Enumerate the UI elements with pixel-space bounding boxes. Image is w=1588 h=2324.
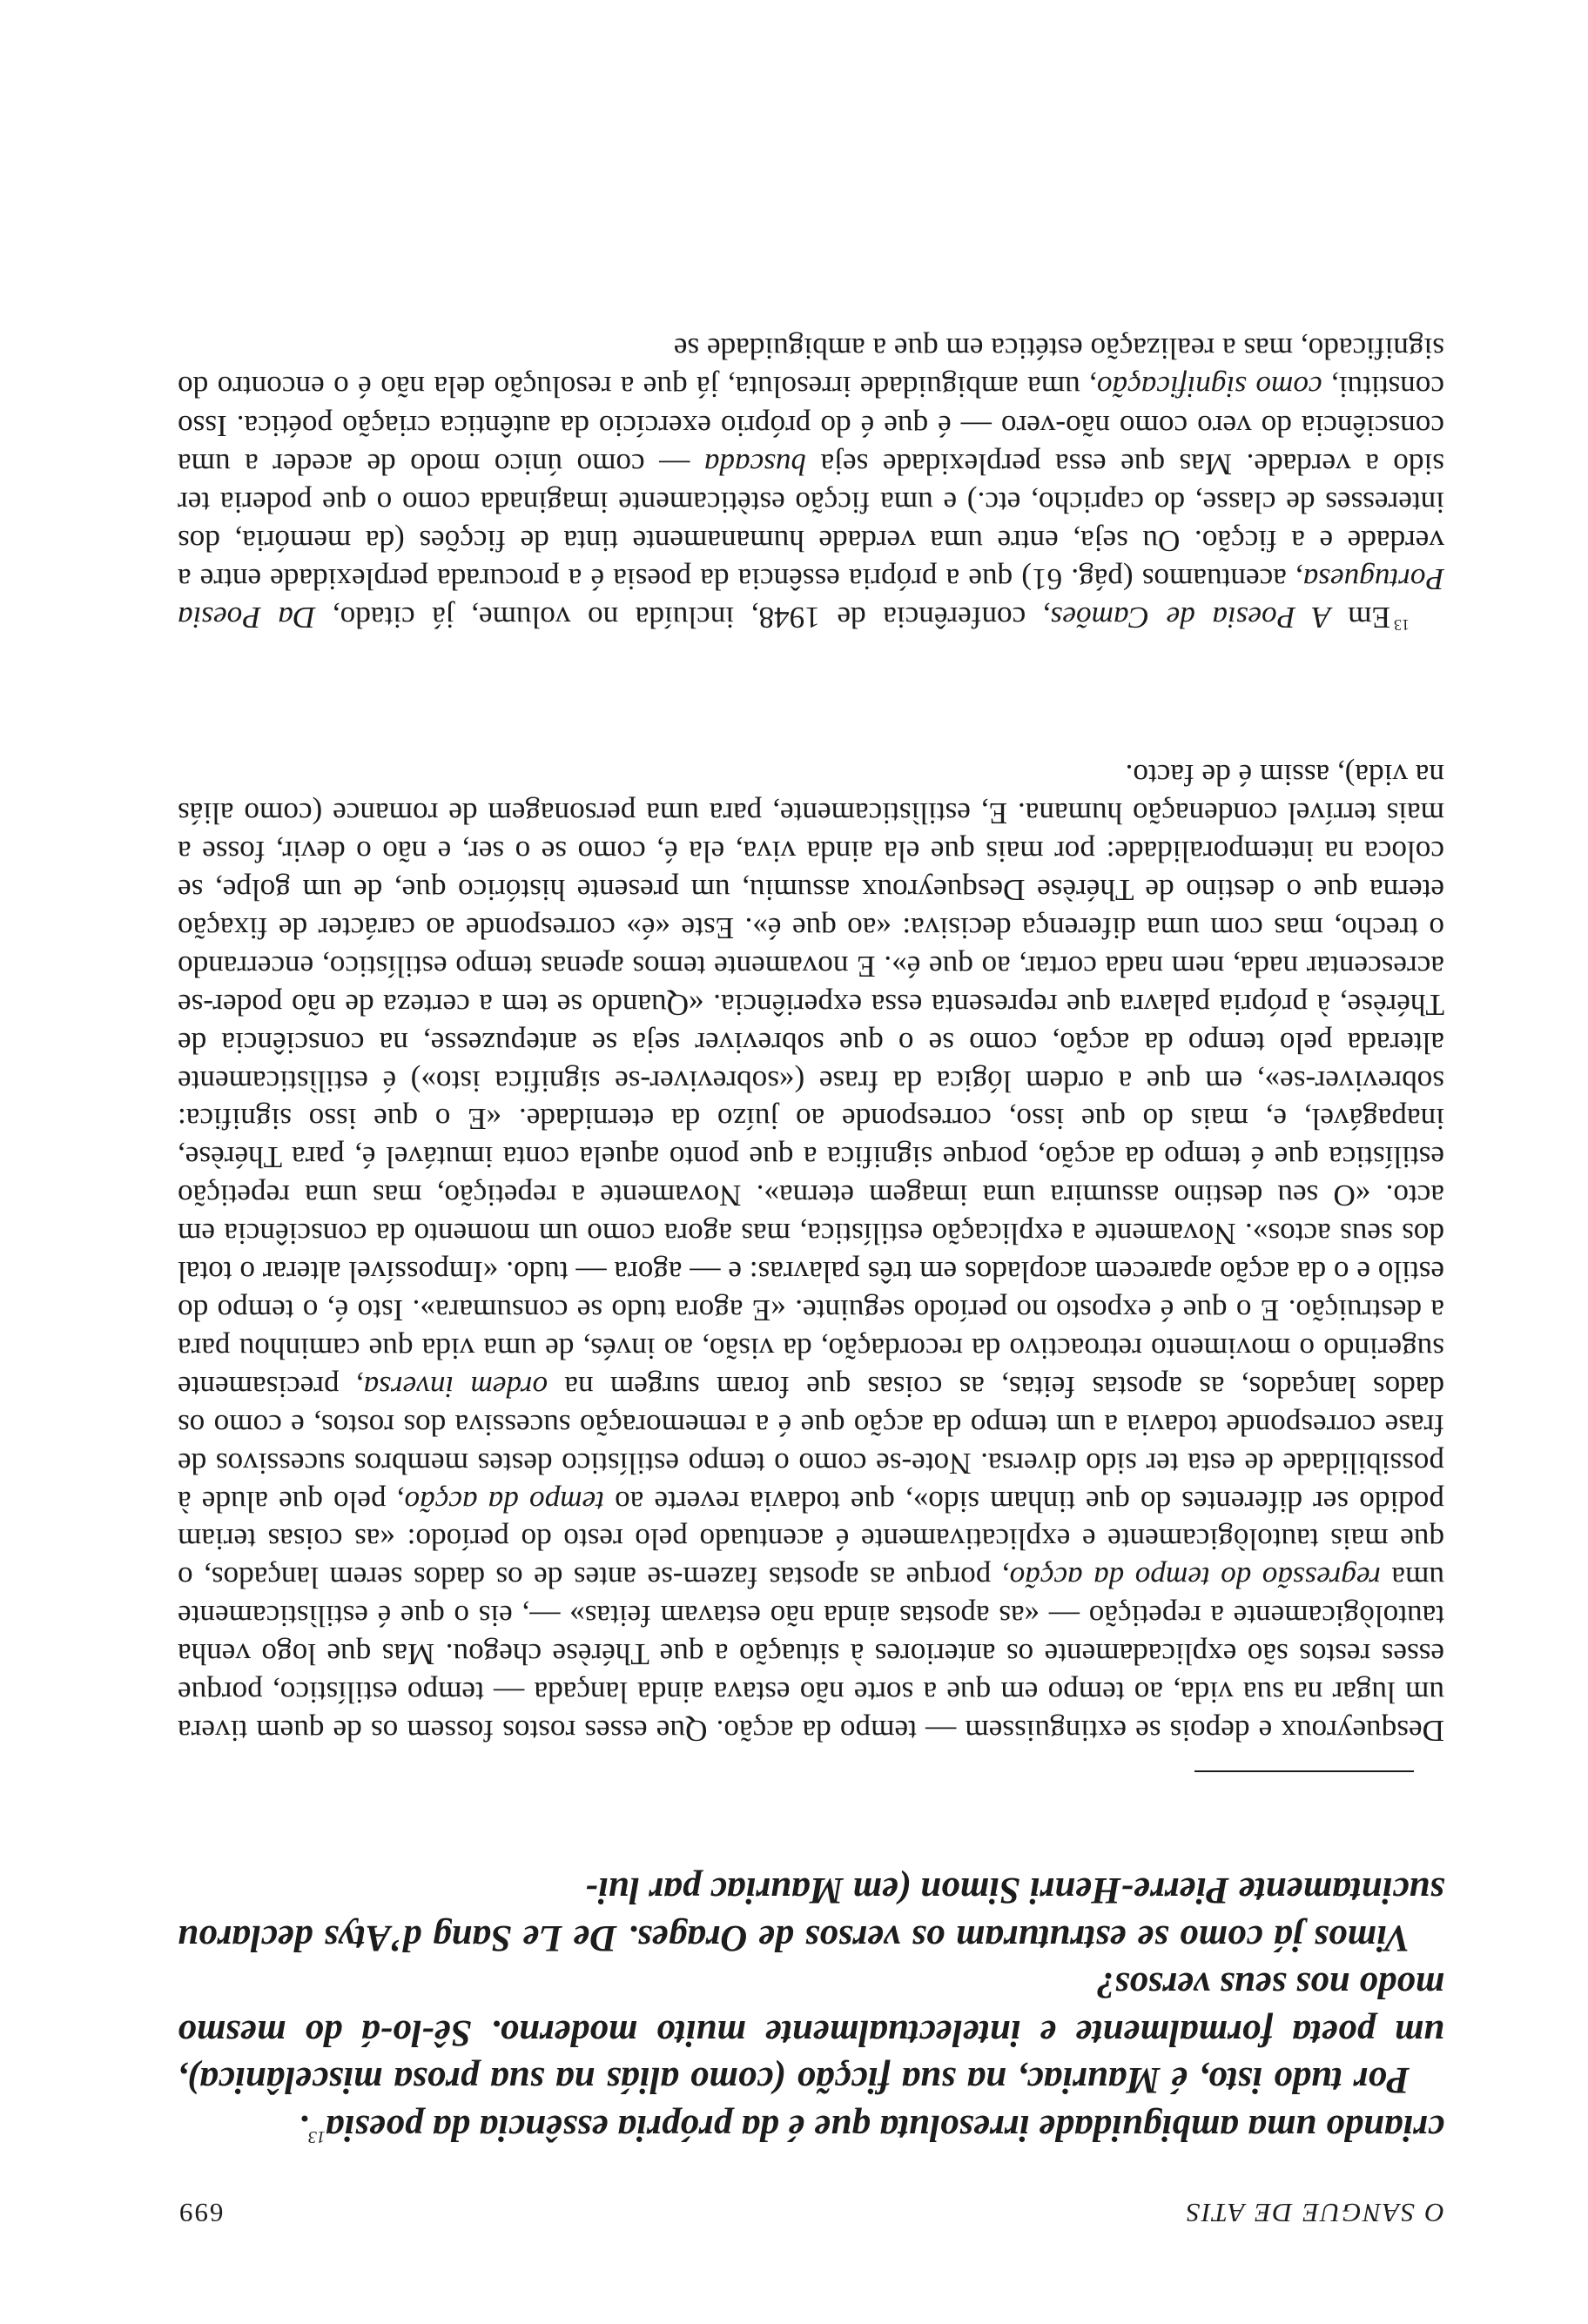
footnote-emphasis: A Poesia de Camões (1050, 601, 1331, 635)
italic-paragraph-3: Vimos já como se estruturam os versos de Orages. De Le Sang d’Atys declarou sucintamente Pierre-Henri Simon (em Mauriac par lui- (178, 1870, 1444, 1958)
italic-paragraph-1 (178, 2103, 1444, 2160)
quoted-body-text (178, 756, 1444, 1750)
footnote-run: Em (1330, 601, 1390, 635)
section-divider (1194, 1770, 1414, 1772)
footnote-mark: 13 (1394, 616, 1410, 634)
body-run: , porque as apostas fazem-se antes de os dados serem lançados, o que mais tautològicamente e explicativamente é acentuado pelo resto do período: «as coisas teriam podido ser diferentes do que tinham sido», que todavia reverte ao (178, 1484, 1444, 1595)
body-emphasis: tempo da acção (404, 1484, 605, 1519)
footnote-13 (178, 329, 1444, 644)
italic-text-block (178, 1865, 1444, 2160)
footnote-emphasis: buscada (703, 447, 807, 481)
running-title: O SANGUE DE ATIS (1184, 2198, 1444, 2228)
footnote-run: , uma ambiguidade irresoluta, já que a resolução dela não é o encontro do significado, mas a realização estética em que a ambiguidade se (178, 332, 1444, 405)
body-run: , precisamente sugerindo o movimento retroactivo da recordação, da visão, ao invés, de uma vida que caminhou para a destruição. E o que é exposto no período seguinte. «E agora tudo se consumara». Isto é, o tempo do estilo e o da acção aparecem acoplados em três palavras: e — agora — tudo. «Impossível alterar o total dos seus actos». Novamente a explicação estilística, mas agora como um momento da consciência em acto. «O seu destino assumira uma imagem eterna». Novamente a repetição, mas uma repetição estilística que é tempo da acção, porque significa a que ponto aquela conta imutável é, para Thérèse, inapagável, e, mais do que isso, corresponde ao juízo da eternidade. «E o que isso significa: sobreviver-se», em que a ordem lógica da frase («sobreviver-se significa isto») é estilìsticamente alterada pelo tempo da acção, como se o que sobreviver seja se antepuzesse, na consciência de Thérèse, à própria palavra que representa essa experiência. «Quando se tem a certeza de não poder-se acrescentar nada, nem nada cortar, ao que é». E novamente temos apenas tempo estilístico, encerrando o trecho, mas com uma diferença decisiva: «ao que é». Este «é» corresponde ao carácter de fixação eterna que o destino de Thérèse Desqueyroux assumiu, um presente histórico que, de um golpe, se coloca na intemporalidade: por mais que ela ainda viva, ela é, como se o ser, e não o devir, fosse a mais terrível condenação humana. E, estilìsticamente, para uma personagem de romance (como aliás na vida), assim é de facto. (178, 758, 1444, 1404)
footnote-ref-13[interactable]: 13 (307, 2127, 326, 2146)
footnote-text (178, 329, 1444, 644)
body-emphasis: ordem inversa (363, 1369, 548, 1404)
footnote-run: , conferência de 1948, incluída no volume, já citado, (315, 601, 1051, 635)
footnote-emphasis: Da Poesia Portuguesa (177, 561, 1444, 635)
italic-paragraph-2: Por tudo isto, é Mauriac, na sua ficção (como aliás na sua prosa miscelânica), um poeta formalmente e intelectualmente muito moderno. Sê-lo-á do mesmo modo nos seus versos? (178, 1965, 1444, 2101)
footnote-run: , acentuamos (pág. 61) que a própria essência da poesia é a procurada perplexidade entre a verdade e a ficção. Ou seja, entre uma verdade humanamente tinta de ficções (da memória, dos interesses de classe, do capricho, etc.) e uma ficção estèticamente imaginada como o que poderia ter sido a verdade. Mas que essa perplexidade seja (178, 447, 1444, 596)
body-run: Desqueyroux e depois se extinguissem — tempo da acção. Que esses rostos fossem os de quem tivera um lugar na sua vida, ao tempo em que a sorte não estava ainda lançada — tempo estilístico, porque esses restos são explicadamente os anteriores à situação a que Thérèse chegou. Mas que logo venha tautològicamente a repetição — «as apostas ainda não estavam feitas» —, eis o que é estilìsticamente uma (178, 1561, 1444, 1748)
footnote-emphasis: como significação (1096, 370, 1322, 405)
page-number: 699 (178, 2198, 224, 2228)
italic-paragraph-1-end: . (298, 2107, 308, 2148)
body-emphasis: regressão do tempo da acção (1009, 1561, 1381, 1595)
italic-paragraph-1-text: criando uma ambiguidade irresoluta que é da própria essência da poesia (325, 2107, 1444, 2148)
body-paragraph (178, 756, 1444, 1750)
body-run: , pelo que alude à possibilidade de esta ter sido diversa. Note-se como o tempo estilístico destes membros sucessivos de frase corresponde todavia a um tempo da acção que é a rememoração sucessiva dos rostos, e como os dados lançados, as apostas feitas, as coisas que foram surgem na (178, 1369, 1444, 1519)
footnote-run: — como único modo de aceder a uma consciência do vero como não-vero — é que é do próprio exercício da autêntica criação poética. Isso constitui, (177, 370, 1444, 481)
